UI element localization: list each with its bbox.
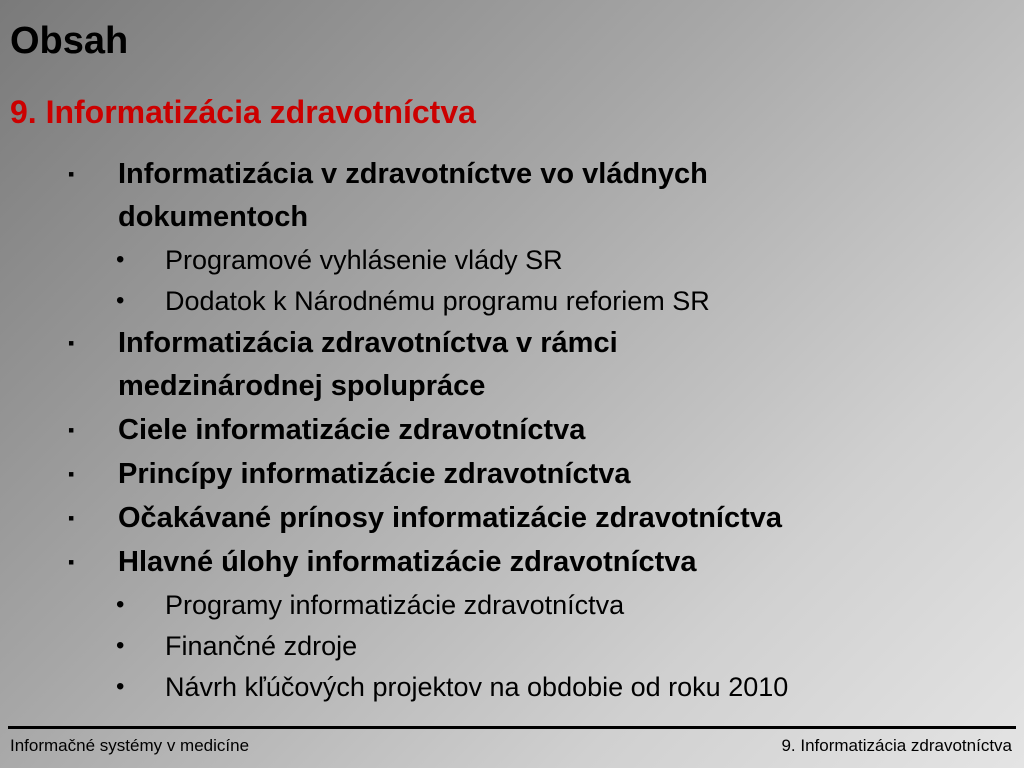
- outline-subitem-text: Dodatok k Národnému programu reforiem SR: [165, 286, 710, 316]
- footer-divider: [8, 726, 1016, 729]
- outline-item: [0, 541, 1024, 584]
- outline-subitem: [0, 626, 1024, 666]
- outline-subitem: [0, 585, 1024, 625]
- footer-course-title: Informačné systémy v medicíne: [10, 736, 250, 755]
- outline-subitem: [0, 281, 1024, 321]
- outline-subitem-text: Finančné zdroje: [165, 631, 358, 661]
- footer-section-title: 9. Informatizácia zdravotníctva: [781, 736, 1012, 755]
- square-bullet-icon: ▪: [68, 552, 75, 572]
- outline-item: [0, 153, 898, 239]
- outline-item: [0, 497, 1024, 540]
- outline-subitem-text: Programy informatizácie zdravotníctva: [165, 590, 625, 620]
- outline-item: [0, 409, 1024, 452]
- square-bullet-icon: ▪: [68, 464, 75, 484]
- square-bullet-icon: ▪: [68, 508, 75, 528]
- dot-bullet-icon: •: [116, 287, 125, 314]
- square-bullet-icon: ▪: [68, 164, 75, 184]
- square-bullet-icon: ▪: [68, 333, 75, 353]
- section-title: 9. Informatizácia zdravotníctva: [10, 94, 476, 130]
- outline-item-text: Očakávané prínosy informatizácie zdravotníctva: [118, 502, 783, 534]
- outline-item-text: Informatizácia zdravotníctva v rámci medzinárodnej spolupráce: [118, 327, 618, 402]
- dot-bullet-icon: •: [116, 673, 125, 700]
- square-bullet-icon: ▪: [68, 420, 75, 440]
- outline-item-text: Ciele informatizácie zdravotníctva: [118, 414, 586, 446]
- outline-item-text: Informatizácia v zdravotníctve vo vládnych dokumentoch: [118, 158, 708, 233]
- outline-list: [0, 153, 1024, 708]
- dot-bullet-icon: •: [116, 591, 125, 618]
- outline-subitem: [0, 240, 1024, 280]
- outline-item: [0, 322, 798, 408]
- outline-item-text: Hlavné úlohy informatizácie zdravotníctva: [118, 546, 697, 578]
- outline-item: [0, 453, 1024, 496]
- outline-item-text: Princípy informatizácie zdravotníctva: [118, 458, 631, 490]
- dot-bullet-icon: •: [116, 632, 125, 659]
- dot-bullet-icon: •: [116, 246, 125, 273]
- outline-subitem-text: Návrh kľúčových projektov na obdobie od roku 2010: [165, 672, 789, 702]
- outline-subitem-text: Programové vyhlásenie vlády SR: [165, 245, 563, 275]
- outline-subitem: [0, 667, 1024, 707]
- slide-title: Obsah: [10, 20, 129, 62]
